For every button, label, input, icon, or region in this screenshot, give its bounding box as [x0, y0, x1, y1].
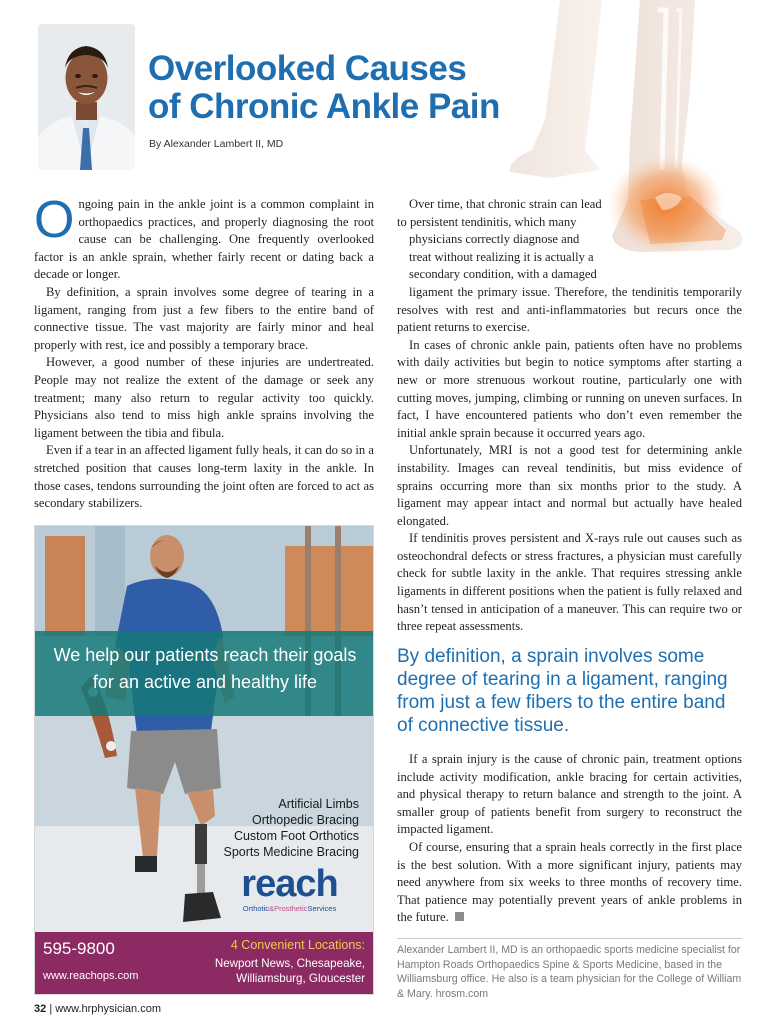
- ad-headline: We help our patients reach their goals for an active and healthy life: [53, 645, 357, 692]
- article-right-column: [397, 196, 742, 636]
- page-number: 32: [34, 1003, 47, 1015]
- paragraph-line: physicians correctly diagnose and: [409, 232, 580, 247]
- ad-phone-number[interactable]: 595-9800: [43, 939, 115, 958]
- paragraph: In cases of chronic ankle pain, patients often have no problems with daily activities but begin to notice symptoms after starting a new or more strenuous workout routine, particularly one with cutting moves, jumping, climbing or running on uneven surfaces. In fact, I have encountered patients who don’t even remember the initial ankle sprain because it occurred years ago.: [397, 337, 742, 440]
- paragraph-text: ngoing pain in the ankle joint is a common complaint in orthopaedics practices, and properly diagnosing the root cause can be challenging. One frequently overlooked factor is an ankle sprain, whether fairly recent or dating back a decade or longer.: [34, 197, 374, 282]
- paragraph-text: ligament the primary issue. Therefore, the tendinitis temporarily resolves with rest and anti-inflammatories but recurs once the patient returns to exercise.: [397, 284, 742, 335]
- ad-locations-list: [215, 956, 365, 986]
- reach-logo: [217, 864, 362, 913]
- ad-website-link[interactable]: www.reachops.com: [43, 970, 139, 982]
- paragraph: If tendinitis proves persistent and X-rays rule out causes such as osteochondral defects or stress fractures, a physician must carefully check for subtle laxity in the ankle. That requires stressing ankle ligaments in different positions when the patient is fully relaxed and hasn’t tensed in anticipation of a maneuver. This can require two or three repeat assessments.: [397, 531, 742, 634]
- paragraph-text: Of course, ensuring that a sprain heals correctly in the first place is the best solution. With a more significant injury, patients may need anywhere from six weeks to three months of recovery time. That patience may potentially prevent years of ankle problems in the future.: [397, 839, 742, 925]
- ad-service-item: Artificial Limbs: [278, 797, 359, 811]
- paragraph: However, a good number of these injuries are undertreated. People may not realize the extent of the damage or seek any treatment; many also return to regular activity too quickly. Physicians also tend to miss high ankle sprains involving the ligament between the tibia and fibula.: [34, 355, 374, 440]
- reach-logo-tagline: [217, 904, 362, 913]
- ad-service-item: Orthopedic Bracing: [251, 813, 359, 827]
- ad-location-line: Williamsburg, Gloucester: [236, 972, 365, 985]
- end-mark-icon: [455, 912, 464, 921]
- folio-website[interactable]: www.hrphysician.com: [55, 1003, 161, 1015]
- ad-location-line: Newport News, Chesapeake,: [214, 957, 365, 970]
- ad-service-item: Sports Medicine Bracing: [223, 845, 359, 859]
- paragraph-line: treat without realizing it is actually a: [409, 249, 594, 264]
- ad-service-item: Custom Foot Orthotics: [233, 829, 359, 843]
- author-photo: [38, 24, 135, 170]
- logo-tagline-part: Services: [307, 904, 337, 913]
- runner-with-prosthetic-illustration: [35, 526, 374, 995]
- drop-cap: O: [34, 191, 75, 249]
- reach-advertisement[interactable]: [34, 525, 374, 995]
- paragraph: [397, 839, 742, 927]
- ad-services-list: [199, 796, 359, 860]
- paragraph: By definition, a sprain involves some degree of tearing in a ligament, ranging from just a few fibers to the entire band of connective tissue. The vast majority are fairly minor and heal properly with rest, ice and possibly a temporary brace.: [34, 284, 374, 352]
- article-right-column-continued: [397, 751, 742, 927]
- paragraph-line: to persistent tendinitis, which many: [397, 214, 577, 229]
- article-title: [148, 50, 548, 126]
- paragraph-line: secondary condition, with a damaged: [409, 267, 597, 282]
- paragraph: If a sprain injury is the cause of chronic pain, treatment options include activity modification, ankle bracing for certain activities, and physical therapy to return balance and strength to the joint. A smaller group of patients benefit from surgery to reconstruct the impacted ligament.: [397, 752, 742, 837]
- paragraph: Even if a tear in an affected ligament fully heals, it can do so in a stretched position that causes long-term laxity in the ankle. In those cases, tendons surrounding the joint often are forced to act as secondary stabilizers.: [34, 443, 374, 511]
- article-title-line-2: of Chronic Ankle Pain: [148, 87, 500, 126]
- pull-quote: By definition, a sprain involves some degree of tearing in a ligament, ranging from just a few fibers to the entire band of connective tissue.: [397, 646, 728, 736]
- folio-separator: |: [49, 1003, 53, 1015]
- logo-tagline-part: Orthotic: [242, 904, 270, 913]
- logo-tagline-part: Prosthetic: [274, 904, 308, 913]
- reach-logo-word: reach: [241, 863, 338, 905]
- ad-contact-footer: [35, 932, 374, 994]
- paragraph: Unfortunately, MRI is not a good test for determining ankle instability. Images can reveal tendinitis, but miss evidence of sprains occurring more than six months prior to the study. A ligament may appear intact and normal but actually have healed elongated.: [397, 443, 742, 528]
- author-portrait-illustration: [38, 24, 135, 170]
- ad-headline-band: [35, 631, 374, 716]
- article-byline: By Alexander Lambert II, MD: [149, 138, 284, 150]
- page-folio: [34, 1003, 161, 1015]
- article-title-line-1: Overlooked Causes: [148, 49, 467, 88]
- paragraph: [34, 191, 374, 284]
- paragraph: [397, 196, 742, 337]
- logo-tagline-part: &: [269, 904, 275, 913]
- author-bio: Alexander Lambert II, MD is an orthopaedic sports medicine specialist for Hampton Roads Orthopaedics Spine & Sports Medicine, based in the Williamsburg office. He also is a team physician for the College of William & Mary. hrosm.com: [397, 938, 742, 1001]
- ad-locations-title: 4 Convenient Locations:: [230, 938, 365, 952]
- paragraph-line: Over time, that chronic strain can lead: [409, 197, 602, 211]
- article-left-column: [34, 191, 374, 513]
